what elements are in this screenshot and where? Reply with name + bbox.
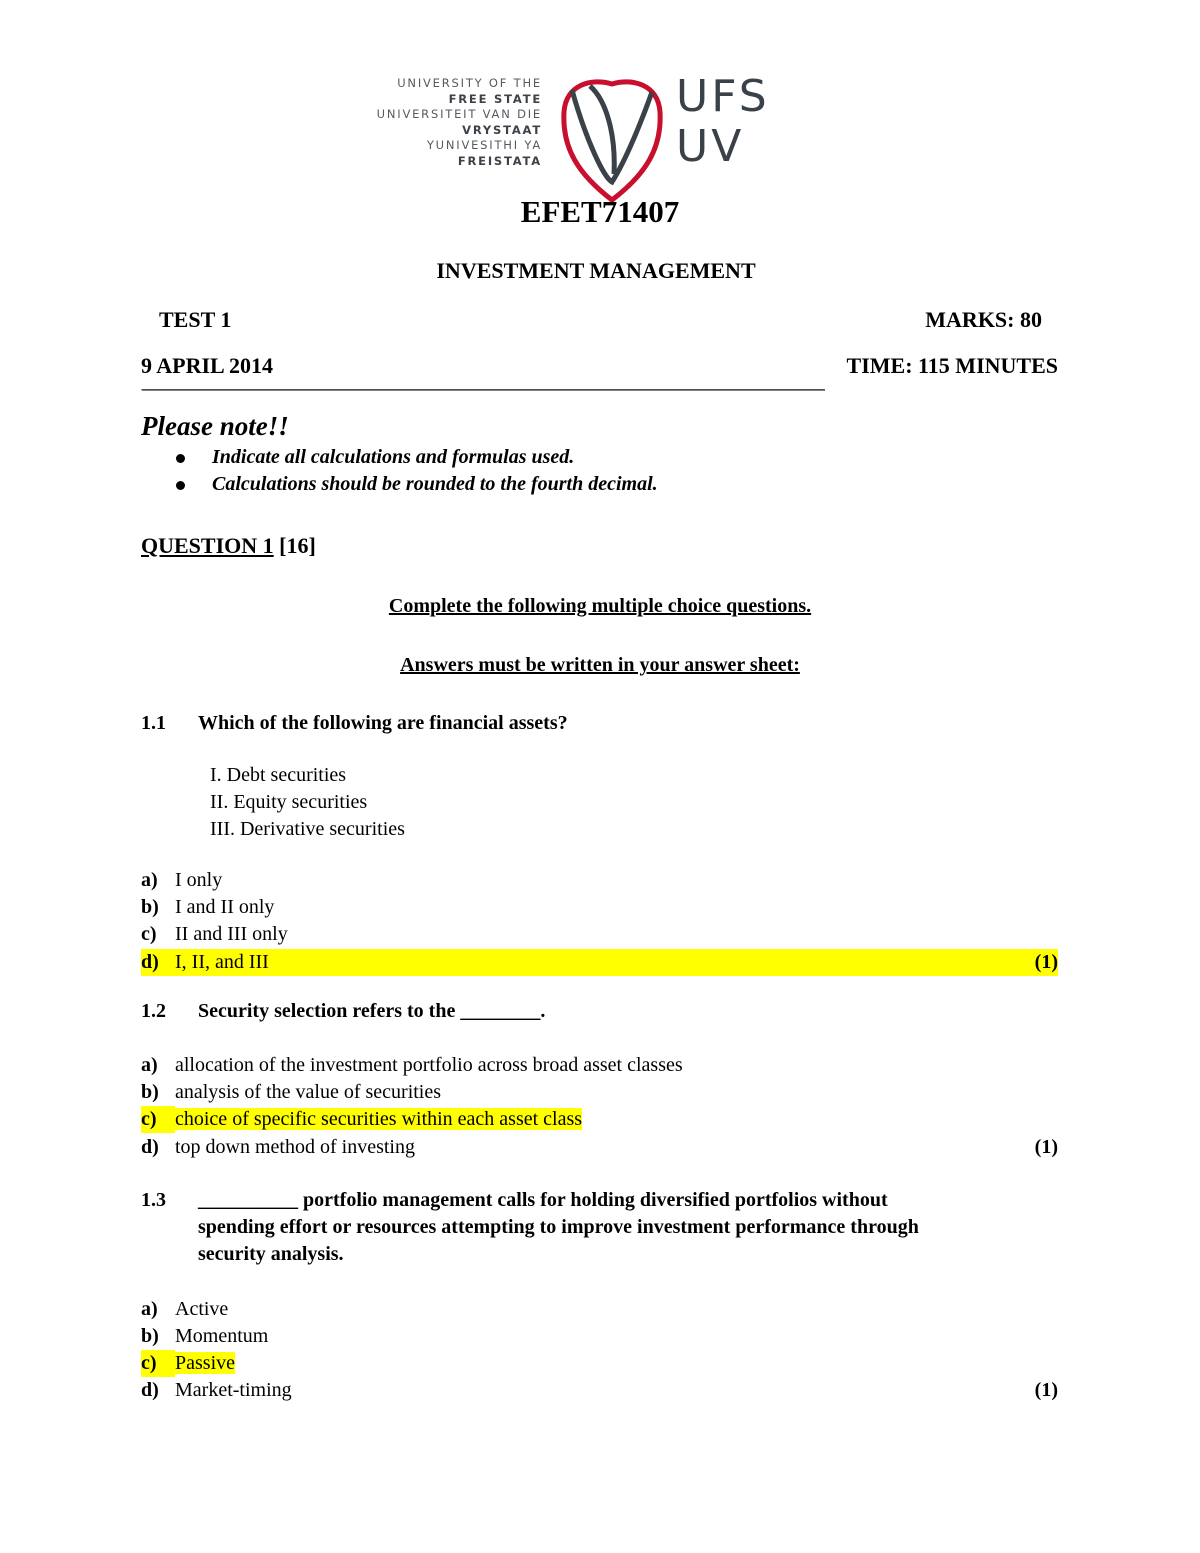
answer-option [141, 921, 288, 948]
answer-option [141, 867, 222, 894]
bullet-icon [176, 481, 185, 490]
question-text-line: __________ portfolio management calls for holding diversified portfolios without [198, 1189, 888, 1211]
option-label: c) [141, 1350, 175, 1377]
logo-line: VRYSTAAT [462, 122, 542, 137]
option-text: I only [175, 869, 223, 891]
question-text-line: security analysis. [198, 1243, 344, 1265]
course-code: EFET71407 [520, 194, 680, 229]
question-number: 1.2 [141, 1000, 166, 1022]
note-title: Please note!! [141, 411, 289, 441]
list-item: I. Debt securities [210, 764, 347, 786]
logo-line: UNIVERSITEIT VAN DIE [376, 107, 542, 122]
question-number: 1.1 [141, 712, 166, 734]
option-label: b) [141, 1081, 159, 1103]
option-label: a) [141, 1054, 158, 1076]
option-text: top down method of investing [175, 1136, 415, 1158]
list-item: III. Derivative securities [210, 818, 405, 840]
separator-line: ------------------------------------------------------------------------------------------------------------------------------------------------------------------------------------------------------------------------ [141, 383, 825, 397]
option-label: d) [141, 1379, 159, 1401]
question-marks: (1) [1034, 1379, 1058, 1401]
question-text: Which of the following are financial assets? [198, 712, 568, 734]
university-name-block [377, 76, 542, 170]
logo-line: YUNIVESITHI YA [426, 138, 542, 153]
option-text: I, II, and III [175, 951, 269, 973]
question-marks: (1) [1034, 951, 1058, 973]
answer-option [141, 1377, 292, 1404]
list-item: II. Equity securities [210, 791, 368, 813]
logo-line: FREISTATA [457, 153, 542, 168]
option-label: b) [141, 896, 159, 918]
answer-option-correct [141, 949, 269, 976]
option-text: choice of specific securities within each asset class [175, 1108, 583, 1130]
answer-option-correct [141, 1350, 235, 1377]
test-date: 9 APRIL 2014 [141, 353, 274, 378]
question-total: [16] [279, 533, 316, 558]
question-number: 1.3 [141, 1189, 166, 1211]
logo-line: FREE STATE [448, 91, 542, 106]
option-label: b) [141, 1325, 159, 1347]
option-text: Active [175, 1298, 229, 1320]
logo-letters-uv: UV [676, 121, 745, 172]
note-item: Calculations should be rounded to the fourth decimal. [212, 473, 658, 495]
subject-title: INVESTMENT MANAGEMENT [436, 258, 756, 283]
question-title: QUESTION 1 [141, 533, 274, 558]
answer-option [141, 894, 274, 921]
time-label: TIME: 115 MINUTES [846, 353, 1058, 378]
answer-highlight [141, 949, 1058, 976]
question-1-heading [141, 533, 316, 559]
answer-option [141, 1052, 683, 1079]
option-text: Momentum [175, 1325, 269, 1347]
logo-letters-ufs: UFS [676, 71, 770, 122]
option-label: c) [141, 923, 157, 945]
bullet-icon [176, 454, 185, 463]
option-text: II and III only [175, 923, 288, 945]
question-text-line: spending effort or resources attempting to improve investment performance through [198, 1216, 919, 1238]
ufs-heart-logo-icon [556, 70, 668, 206]
option-text: Market-timing [175, 1379, 292, 1401]
option-label: a) [141, 1298, 158, 1320]
question-text: Security selection refers to the ________. [198, 1000, 546, 1022]
option-text: allocation of the investment portfolio across broad asset classes [175, 1054, 683, 1076]
option-text: I and II only [175, 896, 275, 918]
option-label: d) [141, 1136, 159, 1158]
question-marks: (1) [1034, 1136, 1058, 1158]
option-label: d) [141, 951, 159, 973]
ufs-uv-letters [676, 72, 770, 172]
option-text: Passive [175, 1352, 235, 1374]
option-label: c) [141, 1106, 175, 1133]
marks-label: MARKS: 80 [925, 307, 1042, 332]
logo-line: UNIVERSITY OF THE [397, 76, 542, 90]
option-text: analysis of the value of securities [175, 1081, 442, 1103]
answer-option [141, 1134, 415, 1161]
answer-option [141, 1079, 441, 1106]
answer-option-correct [141, 1106, 582, 1133]
test-label: TEST 1 [159, 307, 232, 332]
note-item: Indicate all calculations and formulas used. [212, 446, 575, 468]
instruction-2: Answers must be written in your answer sheet: [400, 654, 800, 676]
option-label: a) [141, 869, 158, 891]
answer-option [141, 1323, 268, 1350]
instruction-1: Complete the following multiple choice questions. [388, 595, 812, 617]
answer-option [141, 1296, 228, 1323]
